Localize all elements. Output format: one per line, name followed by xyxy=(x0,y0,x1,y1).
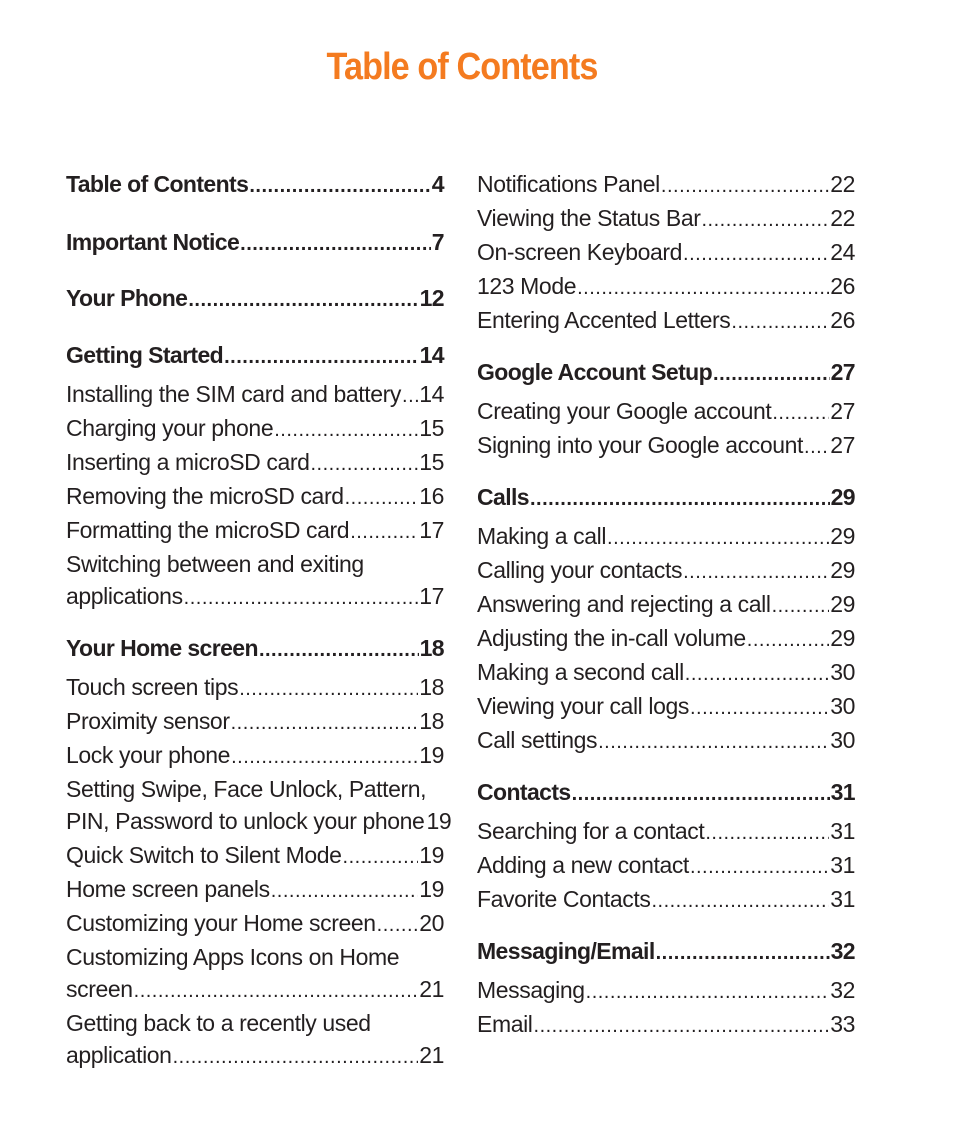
toc-entry-label: Searching for a contact xyxy=(477,818,705,844)
toc-entry-label: Formatting the microSD card xyxy=(66,517,350,543)
toc-entry-label: Favorite Contacts xyxy=(477,886,651,912)
dot-leader xyxy=(577,272,829,304)
toc-entry-label: Making a call xyxy=(477,523,607,549)
toc-entry-page: 19 xyxy=(419,842,444,868)
dot-leader xyxy=(713,358,830,390)
toc-entry-page: 30 xyxy=(830,693,855,719)
toc-heading-entry[interactable] xyxy=(477,481,855,515)
toc-entry[interactable] xyxy=(477,202,855,236)
toc-entry-page: 31 xyxy=(830,852,855,878)
toc-entry-page: 15 xyxy=(419,415,444,441)
toc-entry[interactable] xyxy=(477,168,855,202)
toc-entry-page: 18 xyxy=(419,635,444,661)
toc-entry-label: Viewing your call logs xyxy=(477,693,689,719)
toc-entry-label: Home screen panels xyxy=(66,876,270,902)
dot-leader xyxy=(239,673,418,705)
toc-entry-page: 31 xyxy=(830,779,855,805)
toc-entry[interactable] xyxy=(477,520,855,554)
toc-entry-multiline[interactable] xyxy=(66,548,444,614)
toc-entry-label: Contacts xyxy=(477,779,571,805)
dot-leader xyxy=(772,397,829,429)
toc-entry[interactable] xyxy=(66,671,444,705)
dot-leader xyxy=(772,590,830,622)
dot-leader xyxy=(661,170,829,202)
dot-leader xyxy=(534,1010,830,1042)
toc-heading-entry[interactable] xyxy=(477,935,855,969)
toc-entry[interactable] xyxy=(477,690,855,724)
dot-leader xyxy=(598,726,829,758)
dot-leader xyxy=(134,975,419,1007)
toc-entry[interactable] xyxy=(66,839,444,873)
toc-entry-label: Your Phone xyxy=(66,285,188,311)
toc-entry-page: 21 xyxy=(419,1042,444,1068)
dot-leader xyxy=(690,851,829,883)
dot-leader xyxy=(188,284,418,316)
toc-entry-label: Signing into your Google account xyxy=(477,432,804,458)
toc-entry[interactable] xyxy=(66,378,444,412)
toc-column-right xyxy=(477,168,855,1042)
dot-leader xyxy=(249,170,430,202)
dot-leader xyxy=(572,778,830,810)
toc-entry-page: 17 xyxy=(419,583,444,609)
toc-entry[interactable] xyxy=(66,739,444,773)
toc-entry-label: Inserting a microSD card xyxy=(66,449,310,475)
toc-entry[interactable] xyxy=(477,554,855,588)
toc-entry-page: 18 xyxy=(419,708,444,734)
toc-entry-page: 30 xyxy=(830,727,855,753)
toc-entry[interactable] xyxy=(66,705,444,739)
toc-entry-page: 24 xyxy=(830,239,855,265)
dot-leader xyxy=(345,482,419,514)
toc-entry-page: 31 xyxy=(830,886,855,912)
dot-leader xyxy=(607,522,829,554)
toc-entry[interactable] xyxy=(66,480,444,514)
dot-leader xyxy=(240,228,431,260)
toc-entry-line xyxy=(66,580,444,614)
toc-entry-page: 27 xyxy=(830,398,855,424)
toc-entry-label: Viewing the Status Bar xyxy=(477,205,701,231)
toc-entry-multiline[interactable] xyxy=(66,773,452,839)
toc-entry-label: Charging your phone xyxy=(66,415,274,441)
toc-entry-page: 14 xyxy=(419,381,444,407)
dot-leader xyxy=(231,741,418,773)
dot-leader xyxy=(685,658,829,690)
toc-entry[interactable] xyxy=(66,412,444,446)
toc-entry[interactable] xyxy=(477,1008,855,1042)
toc-entry-label: Adjusting the in-call volume xyxy=(477,625,746,651)
toc-entry[interactable] xyxy=(477,883,855,917)
dot-leader xyxy=(343,841,419,873)
toc-entry-page: 27 xyxy=(830,432,855,458)
dot-leader xyxy=(530,483,830,515)
dot-leader xyxy=(173,1041,419,1073)
toc-entry-page: 30 xyxy=(830,659,855,685)
page-title: Table of Contents xyxy=(326,46,598,88)
dot-leader xyxy=(683,238,829,270)
toc-entry-page: 22 xyxy=(830,171,855,197)
toc-heading-entry[interactable] xyxy=(66,632,444,666)
toc-entry-page: 19 xyxy=(419,876,444,902)
toc-entry-label: Proximity sensor xyxy=(66,708,230,734)
toc-heading-entry[interactable] xyxy=(66,339,444,373)
toc-entry-multiline[interactable] xyxy=(66,941,444,1007)
toc-entry[interactable] xyxy=(66,907,444,941)
toc-entry-line xyxy=(66,805,452,839)
toc-entry-label: Creating your Google account xyxy=(477,398,772,424)
toc-entry-page: 22 xyxy=(830,205,855,231)
toc-entry-label: Email xyxy=(477,1011,533,1037)
toc-heading-entry[interactable] xyxy=(477,356,855,390)
toc-entry[interactable] xyxy=(477,588,855,622)
toc-entry[interactable] xyxy=(477,270,855,304)
dot-leader xyxy=(259,634,419,666)
toc-entry[interactable] xyxy=(66,446,444,480)
dot-leader xyxy=(402,380,418,412)
toc-entry-label: Notifications Panel xyxy=(477,171,660,197)
toc-entry-label: On-screen Keyboard xyxy=(477,239,683,265)
toc-entry[interactable] xyxy=(477,724,855,758)
dot-leader xyxy=(705,817,829,849)
toc-entry-page: 29 xyxy=(830,484,855,510)
toc-entry-page: 14 xyxy=(419,342,444,368)
toc-entry-label: Messaging/Email xyxy=(477,938,655,964)
toc-entry-label: Lock your phone xyxy=(66,742,231,768)
toc-entry-label: Answering and rejecting a call xyxy=(477,591,771,617)
toc-entry-page: 26 xyxy=(830,307,855,333)
toc-entry-page: 18 xyxy=(419,674,444,700)
toc-entry[interactable] xyxy=(477,622,855,656)
toc-entry-page: 29 xyxy=(830,591,855,617)
toc-entry-label: Installing the SIM card and battery xyxy=(66,381,402,407)
dot-leader xyxy=(804,431,829,463)
toc-entry-page: 32 xyxy=(830,977,855,1003)
dot-leader xyxy=(184,582,419,614)
toc-entry-page: 26 xyxy=(830,273,855,299)
toc-entry[interactable] xyxy=(477,815,855,849)
toc-entry-line xyxy=(66,973,444,1007)
toc-entry-multiline[interactable] xyxy=(66,1007,444,1073)
toc-entry-label: Calls xyxy=(477,484,529,510)
toc-entry-label: Entering Accented Letters xyxy=(477,307,731,333)
toc-entry-page: 20 xyxy=(419,910,444,936)
toc-entry-page: 29 xyxy=(830,625,855,651)
dot-leader xyxy=(701,204,829,236)
toc-entry-label: Calling your contacts xyxy=(477,557,683,583)
toc-entry-page: 29 xyxy=(830,557,855,583)
dot-leader xyxy=(271,875,418,907)
toc-entry-label: Removing the microSD card xyxy=(66,483,344,509)
toc-entry[interactable] xyxy=(477,974,855,1008)
toc-entry-page: 32 xyxy=(830,938,855,964)
toc-entry-label: Making a second call xyxy=(477,659,684,685)
toc-heading-entry[interactable] xyxy=(66,168,444,202)
toc-entry-page: 16 xyxy=(419,483,444,509)
toc-entry-line xyxy=(66,1039,444,1073)
toc-entry-label: Adding a new contact xyxy=(477,852,689,878)
dot-leader xyxy=(656,937,830,969)
toc-entry-label: 123 Mode xyxy=(477,273,577,299)
dot-leader xyxy=(683,556,829,588)
toc-column-left xyxy=(66,168,452,1073)
toc-entry-label: Messaging xyxy=(477,977,585,1003)
dot-leader xyxy=(586,976,830,1008)
toc-entry[interactable] xyxy=(66,873,444,907)
toc-entry-page: 17 xyxy=(419,517,444,543)
dot-leader xyxy=(377,909,419,941)
toc-entry-page: 29 xyxy=(830,523,855,549)
toc-entry[interactable] xyxy=(477,395,855,429)
toc-entry-page: 31 xyxy=(830,818,855,844)
toc-entry[interactable] xyxy=(66,514,444,548)
toc-entry-label-line: Switching between and exiting xyxy=(66,551,364,577)
toc-heading-entry[interactable] xyxy=(477,776,855,810)
toc-entry-label: Google Account Setup xyxy=(477,359,713,385)
toc-entry-label: Table of Contents xyxy=(66,171,249,197)
toc-entry-label: Important Notice xyxy=(66,229,240,255)
dot-leader xyxy=(311,448,419,480)
toc-entry[interactable] xyxy=(477,304,855,338)
toc-entry-page: 12 xyxy=(419,285,444,311)
toc-entry[interactable] xyxy=(477,236,855,270)
toc-entry-label: application xyxy=(66,1042,172,1068)
toc-entry[interactable] xyxy=(477,656,855,690)
toc-entry-label: applications xyxy=(66,583,183,609)
toc-entry-label: Quick Switch to Silent Mode xyxy=(66,842,342,868)
toc-entry-label: Your Home screen xyxy=(66,635,258,661)
dot-leader xyxy=(690,692,829,724)
toc-entry-page: 27 xyxy=(830,359,855,385)
dot-leader xyxy=(231,707,419,739)
toc-entry-label: Call settings xyxy=(477,727,598,753)
toc-entry-label: Getting Started xyxy=(66,342,224,368)
toc-entry[interactable] xyxy=(477,849,855,883)
toc-entry-page: 19 xyxy=(419,742,444,768)
dot-leader xyxy=(350,516,418,548)
toc-entry-label: PIN, Password to unlock your phone xyxy=(66,808,425,834)
toc-entry-label-line: Customizing Apps Icons on Home xyxy=(66,944,400,970)
toc-entry-page: 33 xyxy=(830,1011,855,1037)
dot-leader xyxy=(747,624,829,656)
toc-entry-page: 7 xyxy=(431,229,444,255)
toc-entry-label: Customizing your Home screen xyxy=(66,910,376,936)
dot-leader xyxy=(731,306,829,338)
toc-entry-page: 21 xyxy=(419,976,444,1002)
toc-heading-entry[interactable] xyxy=(66,282,444,316)
dot-leader xyxy=(224,341,418,373)
toc-entry-page: 4 xyxy=(431,171,444,197)
toc-entry[interactable] xyxy=(477,429,855,463)
dot-leader xyxy=(651,885,829,917)
toc-entry-page: 19 xyxy=(426,808,452,834)
dot-leader xyxy=(274,414,418,446)
toc-entry-label: Touch screen tips xyxy=(66,674,239,700)
toc-heading-entry[interactable] xyxy=(66,226,444,260)
toc-entry-page: 15 xyxy=(419,449,444,475)
toc-entry-label-line: Setting Swipe, Face Unlock, Pattern, xyxy=(66,776,427,802)
toc-entry-label: screen xyxy=(66,976,133,1002)
toc-entry-label-line: Getting back to a recently used xyxy=(66,1010,371,1036)
